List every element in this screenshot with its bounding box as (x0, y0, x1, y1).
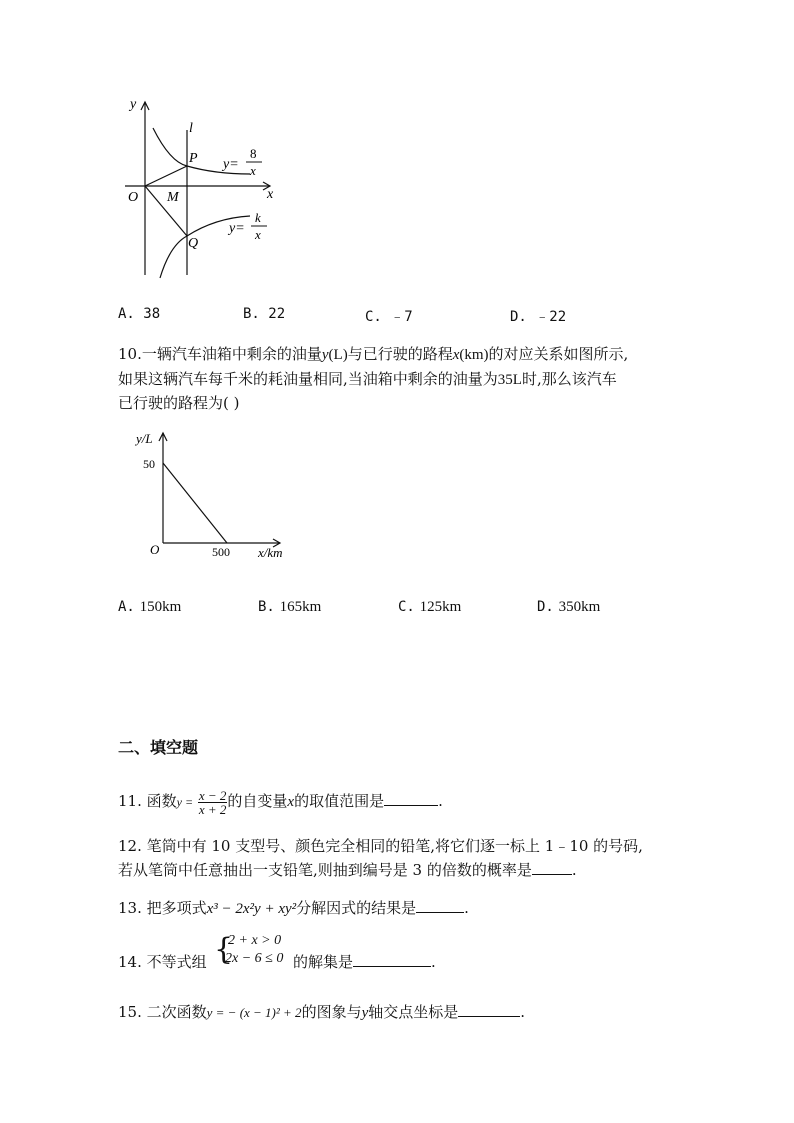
q13-answer-blank[interactable] (416, 898, 464, 913)
q11: 11. 函数y = $\frac{x - 2}{x + 2}$ 的自变量x的取值范围是 . (118, 787, 443, 817)
section-title: 二、填空题 (118, 738, 199, 757)
q14-brace: { (214, 932, 234, 967)
fuel-line (163, 463, 227, 543)
q9-option-c: C. ﹣7 (365, 309, 413, 325)
curve2-den: x (255, 227, 261, 242)
segment-oq (145, 186, 187, 236)
curve1-num: 8 (250, 146, 257, 161)
fuel-x-label: x/km (258, 545, 283, 560)
label-l: l (189, 121, 193, 136)
label-y: y (130, 97, 137, 112)
q14-ineq1: 2 + x > 0 (228, 933, 282, 948)
q10-option-b: B. 165km (258, 599, 322, 615)
curve2-num: k (255, 210, 261, 225)
fuel-y-label: y/L (136, 431, 153, 446)
q12-line2: 若从笔筒中任意抽出一支铅笔,则抽到编号是 3 的倍数的概率是 . (118, 861, 577, 879)
q14-ineq2: 2x − 6 ≤ 0 (225, 951, 284, 966)
q15-answer-blank[interactable] (458, 1002, 520, 1017)
fuel-y-tick: 50 (143, 457, 155, 471)
label-Q: Q (188, 236, 199, 251)
q10-option-c: C. 125km (398, 599, 462, 615)
label-O: O (128, 190, 139, 205)
q13: 13. 把多项式x³ − 2x²y + xy²分解因式的结果是 . (118, 899, 469, 917)
q10-option-d: D. 350km (537, 599, 601, 615)
q15: 15. 二次函数y = − (x − 1)² + 2的图象与y轴交点坐标是 . (118, 1003, 526, 1021)
fuel-x-tick: 500 (212, 545, 230, 559)
q14-prefix: 14. 不等式组 (118, 953, 207, 971)
q10-line2: 如果这辆汽车每千米的耗油量相同,当油箱中剩余的油量为35L时,那么该汽车 (118, 370, 617, 388)
q14-answer-blank[interactable] (353, 952, 431, 967)
q11-answer-blank[interactable] (384, 791, 438, 806)
q10-line3: 已行驶的路程为( ) (118, 394, 240, 412)
fuel-chart (130, 425, 300, 565)
fuel-origin: O (150, 542, 160, 557)
q12-line1: 12. 笔筒中有 10 支型号、颜色完全相同的铅笔,将它们逐一标上 1﹣10 的号码, (118, 837, 643, 855)
curve1-den: x (250, 163, 256, 178)
curve1-prefix: y= (223, 157, 239, 172)
q14-suffix-line: 的解集是 . (293, 953, 436, 971)
label-x: x (267, 187, 274, 202)
hyperbola-figure (115, 90, 290, 280)
q10-option-a: A. 150km (118, 599, 182, 615)
q9-option-a: A. 38 (118, 306, 161, 322)
q9-option-b: B. 22 (243, 306, 286, 322)
q10-line1: 10.一辆汽车油箱中剩余的油量y(L)与已行驶的路程x(km)的对应关系如图所示, (118, 345, 629, 363)
curve2-prefix: y= (229, 221, 245, 236)
label-P: P (189, 151, 198, 166)
q12-answer-blank[interactable] (532, 860, 572, 875)
segment-op (145, 166, 187, 186)
label-M: M (167, 190, 179, 205)
q11-fraction: $\frac{x - 2}{x + 2}$ (198, 787, 227, 817)
q9-option-d: D. ﹣22 (510, 309, 567, 325)
